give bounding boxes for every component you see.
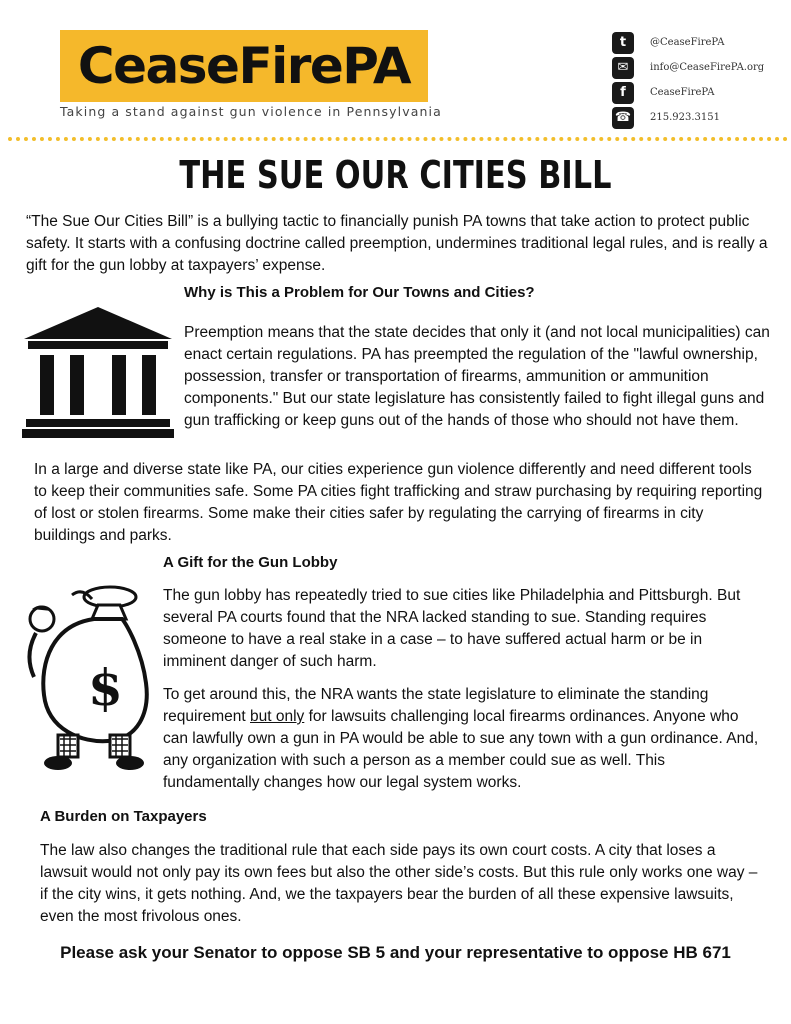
logo [60,30,428,102]
section-heading-burden: A Burden on Taxpayers [40,808,207,825]
diverse-state-paragraph: In a large and diverse state like PA, our cities experience gun violence differently and need different tools to keep their communities safe. Some PA cities fight trafficking and straw purchasing by requiring reporting of lost or stolen firearms. Some make their cities safer by regulating the carrying of firearms in city buildings and parks. [34,461,763,544]
taxpayers-paragraph: The law also changes the traditional rule that each side pays its own court costs. A city that loses a lawsuit would not only pay its own fees but also the other side’s costs. But this rule only works one way – if the city wins, it gets nothing. And, we the taxpayers bear the burden of all these expensive lawsuits, even the most frivolous ones. [40,842,758,925]
standing-paragraph [163,684,763,794]
but-only-underline: but only [250,708,305,725]
facebook-page[interactable]: CeaseFirePA [650,87,715,98]
section-heading-gift: A Gift for the Gun Lobby [163,554,338,571]
email-icon: ✉ [612,57,634,79]
page-title: THE SUE OUR CITIES BILL [179,153,612,197]
phone-number[interactable]: 215.923.3151 [650,112,720,123]
email-address[interactable]: info@CeaseFirePA.org [650,62,765,73]
twitter-icon: t [612,32,634,54]
dotted-divider [8,137,788,141]
section-heading-problem: Why is This a Problem for Our Towns and Cities? [184,284,535,301]
twitter-handle[interactable]: @CeaseFirePA [650,37,725,48]
preemption-paragraph: Preemption means that the state decides that only it (and not local municipalities) can enact certain regulations. PA has preempted the regulation of the "lawful ownership, possession, transfer or transportation of firearms, ammunition or ammunition components." But our state legislature has consistently failed to fight illegal guns and gun trafficking or keep guns out of the hands of those who should not have them. [184,324,770,429]
facebook-icon: f [612,82,634,104]
phone-icon: ☎ [612,107,634,129]
logo-text: CeaseFirePA [77,37,411,95]
intro-paragraph: “The Sue Our Cities Bill” is a bullying tactic to financially punish PA towns that take action to protect public safety. It starts with a confusing doctrine called preemption, undermines traditional legal rules, and is really a gift for the gun lobby at taxpayers’ expense. [26,213,768,274]
gun-lobby-paragraph: The gun lobby has repeatedly tried to sue cities like Philadelphia and Pittsburgh. But several PA courts found that the NRA lacked standing to sue. Standing requires someone to have a real stake in a case – to have suffered actual harm or be in imminent danger of such harm. [163,587,741,670]
money-bag-illustration [22,585,152,775]
tagline: Taking a stand against gun violence in Pennsylvania [60,104,442,119]
standing-text-b: for lawsuits challenging local firearms ordinances. Anyone who can lawfully own a gun in PA would be able to sue any town with a gun ordinance. And, any organization with such a person as a member could sue as well. This fundamentally changes how our legal system works. [163,708,759,791]
standing-text-a: To get around this, the NRA wants the state legislature to eliminate the standing requirement [163,686,709,725]
call-to-action: Please ask your Senator to oppose SB 5 and your representative to oppose HB 671 [60,943,731,962]
courthouse-icon [22,305,174,440]
svg-text:$: $ [88,658,123,717]
